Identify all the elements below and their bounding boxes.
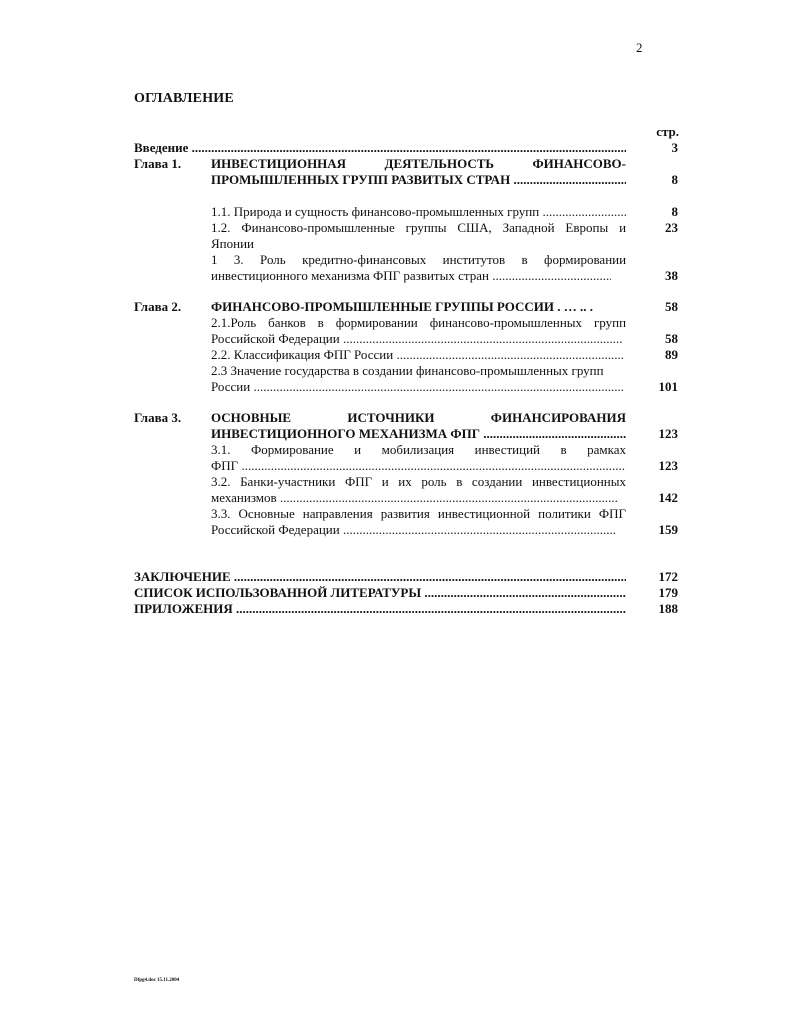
toc-entry-1-2-line2[interactable]: Японии <box>211 236 254 251</box>
word: в <box>560 442 567 457</box>
chapter-1-title-line2[interactable] <box>211 172 626 188</box>
page-ref: 8 <box>671 204 678 219</box>
word: банков <box>268 315 306 330</box>
word: ФИНАНСОВО- <box>532 156 626 171</box>
word: и <box>381 474 389 489</box>
word: в <box>317 315 324 330</box>
entry-label: 1.1. Природа и сущность финансово-промышленных групп <box>211 204 540 219</box>
toc-entry-3-2-line2[interactable] <box>211 490 619 506</box>
toc-entry-2-1-line2[interactable] <box>211 331 623 347</box>
word: Банки-участники <box>240 474 336 489</box>
page-ref: 3 <box>671 140 678 155</box>
toc-entry-appendices[interactable] <box>134 601 626 617</box>
file-footer: Dfpg4.doc 15.11.2004 <box>134 978 180 983</box>
word: 3.2. <box>211 474 231 489</box>
word: ФПГ <box>344 474 373 489</box>
page-ref: 142 <box>658 490 678 505</box>
word: формировании <box>544 252 626 267</box>
page-ref: 101 <box>658 379 678 394</box>
toc-entry-1-1[interactable] <box>211 204 626 220</box>
entry-label: ИНВЕСТИЦИОННОГО МЕХАНИЗМА ФПГ <box>211 426 480 441</box>
toc-entry-3-2-line1[interactable] <box>211 474 626 490</box>
word: 1 3. <box>211 252 244 267</box>
word: Формирование <box>250 442 334 457</box>
word: финансово-промышленных <box>429 315 583 330</box>
word: и <box>354 442 362 457</box>
word: ИСТОЧНИКИ <box>347 410 435 425</box>
chapter-3-title-line1[interactable] <box>211 410 626 426</box>
entry-label: механизмов <box>211 490 277 505</box>
word: ИНВЕСТИЦИОННАЯ <box>211 156 347 171</box>
toc-entry-intro[interactable] <box>134 140 626 156</box>
toc-entry-2-3-line1[interactable]: 2.3 Значение государства в создании финансово-промышленных групп <box>211 363 604 378</box>
chapter-1-title-line1[interactable] <box>211 156 626 172</box>
entry-label: Введение <box>134 140 189 155</box>
entry-label: инвестиционного механизма ФПГ развитых стран <box>211 268 489 283</box>
word: инвестиционных <box>531 474 626 489</box>
toc-entry-bibliography[interactable] <box>134 585 626 601</box>
word: роль <box>421 474 447 489</box>
title-dots: . … .. . <box>553 299 593 314</box>
word: развития <box>380 506 430 521</box>
toc-entry-3-1-line1[interactable] <box>211 442 626 458</box>
page-ref: 159 <box>658 522 678 537</box>
word: ОСНОВНЫЕ <box>211 410 292 425</box>
word: 1.2. <box>211 220 231 235</box>
page-ref: 123 <box>658 426 678 441</box>
page-ref: 58 <box>665 299 678 314</box>
toc-title: ОГЛАВЛЕНИЕ <box>134 91 234 106</box>
word: мобилизация <box>381 442 455 457</box>
page-number: 2 <box>636 40 643 55</box>
word: Основные <box>238 506 295 521</box>
entry-label: СПИСОК ИСПОЛЬЗОВАННОЙ ЛИТЕРАТУРЫ <box>134 585 422 600</box>
entry-label: ПРОМЫШЛЕННЫХ ГРУПП РАЗВИТЫХ СТРАН <box>211 172 511 187</box>
toc-entry-conclusion[interactable] <box>134 569 626 585</box>
word: в <box>456 474 463 489</box>
page-ref: 23 <box>665 220 678 235</box>
word: ДЕЯТЕЛЬНОСТЬ <box>384 156 495 171</box>
page-ref: 123 <box>658 458 678 473</box>
entry-label: 2.2. Классификация ФПГ России <box>211 347 394 362</box>
word: их <box>398 474 412 489</box>
word: направления <box>302 506 373 521</box>
word: инвестиций <box>474 442 540 457</box>
word: США, <box>457 220 492 235</box>
word: Европы <box>565 220 609 235</box>
page-ref: 179 <box>658 585 678 600</box>
word: группы <box>405 220 447 235</box>
word: 3.3. <box>211 506 231 521</box>
entry-label: ФИНАНСОВО-ПРОМЫШЛЕННЫЕ ГРУППЫ РОССИИ <box>211 299 554 314</box>
word: инвестиционной <box>437 506 531 521</box>
toc-entry-2-2[interactable] <box>211 347 623 363</box>
chapter-2-title[interactable] <box>211 299 593 315</box>
word: институтов <box>442 252 506 267</box>
page-ref: 89 <box>665 347 678 362</box>
toc-entry-3-1-line2[interactable] <box>211 458 626 474</box>
word: формировании <box>335 315 418 330</box>
toc-entry-2-3-line2[interactable] <box>211 379 623 395</box>
chapter-1-label: Глава 1. <box>134 156 182 171</box>
page-ref: 8 <box>671 172 678 187</box>
page-ref: 38 <box>665 268 678 283</box>
word: ФИНАНСИРОВАНИЯ <box>490 410 626 425</box>
word: 2.1.Роль <box>211 315 257 330</box>
word: политики <box>538 506 591 521</box>
toc-entry-3-3-line1[interactable] <box>211 506 626 522</box>
entry-label: ЗАКЛЮЧЕНИЕ <box>134 569 231 584</box>
word: групп <box>593 315 626 330</box>
word: 3.1. <box>211 442 231 457</box>
page-ref: 188 <box>658 601 678 616</box>
chapter-3-title-line2[interactable] <box>211 426 626 442</box>
page-ref: 58 <box>665 331 678 346</box>
word: кредитно-финансовых <box>302 252 427 267</box>
entry-label: Российской Федерации <box>211 522 340 537</box>
word: Финансово-промышленные <box>241 220 395 235</box>
entry-label: Российской Федерации <box>211 331 340 346</box>
entry-label: ПРИЛОЖЕНИЯ <box>134 601 233 616</box>
entry-label: ФПГ <box>211 458 239 473</box>
toc-entry-2-1-line1[interactable] <box>211 315 626 331</box>
chapter-3-label: Глава 3. <box>134 410 182 425</box>
word: Роль <box>260 252 286 267</box>
word: Западной <box>502 220 555 235</box>
word: создании <box>471 474 523 489</box>
word: и <box>619 220 626 235</box>
toc-entry-1-2-line1[interactable] <box>211 220 626 236</box>
page-ref: 172 <box>658 569 678 584</box>
word: ФПГ <box>598 506 626 521</box>
word: рамках <box>587 442 626 457</box>
page-column-header: стр. <box>656 124 679 139</box>
toc-entry-3-3-line2[interactable] <box>211 522 617 538</box>
toc-entry-1-3-line2[interactable] <box>211 268 611 284</box>
word: в <box>521 252 528 267</box>
toc-entry-1-3-line1[interactable] <box>211 252 626 268</box>
entry-label: России <box>211 379 251 394</box>
chapter-2-label: Глава 2. <box>134 299 182 314</box>
